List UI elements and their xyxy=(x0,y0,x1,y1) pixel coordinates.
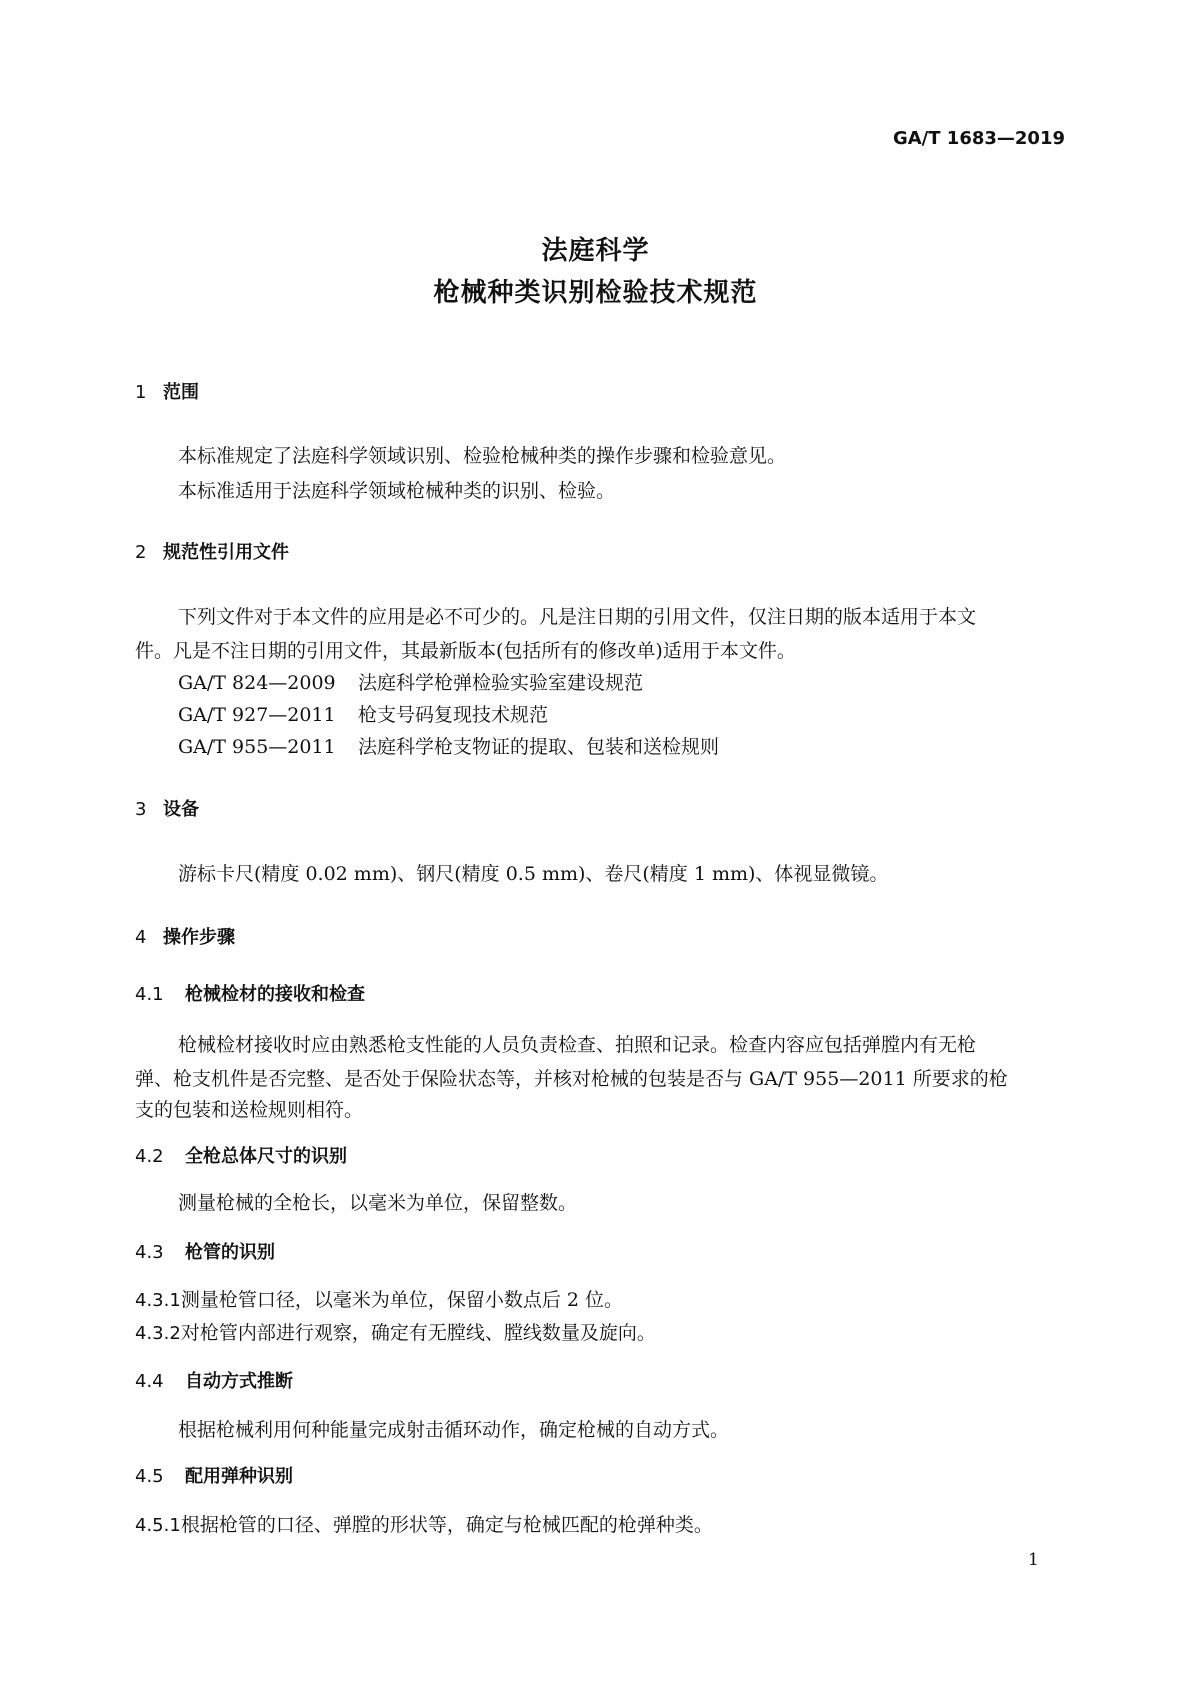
section-title: 规范性引用文件 xyxy=(163,542,289,563)
document-title-line1: 法庭科学 xyxy=(541,236,650,266)
reference-item xyxy=(178,735,719,759)
subsection-heading-4-1 xyxy=(135,983,365,1007)
subsection-heading-4-3 xyxy=(135,1241,275,1265)
section-title: 范围 xyxy=(163,382,199,403)
section-heading-4 xyxy=(135,926,235,950)
section-number: 4.2 xyxy=(135,1146,164,1167)
clause-number: 4.3.1 xyxy=(135,1290,181,1311)
section-title: 配用弹种识别 xyxy=(185,1466,293,1487)
clause-text: 测量枪管口径，以毫米为单位，保留小数点后 2 位。 xyxy=(180,1289,623,1311)
section-title: 枪管的识别 xyxy=(185,1242,275,1263)
section-number: 1 xyxy=(135,382,147,403)
subsection-heading-4-4 xyxy=(135,1370,293,1394)
paragraph: 本标准规定了法庭科学领域识别、检验枪械种类的操作步骤和检验意见。 xyxy=(178,445,787,467)
reference-code: GA/T 955—2011 xyxy=(178,736,336,758)
section-title: 自动方式推断 xyxy=(185,1371,293,1392)
section-heading-2 xyxy=(135,541,289,565)
section-number: 4.1 xyxy=(135,984,164,1005)
section-heading-1 xyxy=(135,381,199,405)
section-title: 设备 xyxy=(163,799,199,820)
paragraph-line: 件。凡是不注日期的引用文件，其最新版本(包括所有的修改单)适用于本文件。 xyxy=(135,640,796,662)
section-title: 枪械检材的接收和检查 xyxy=(185,984,365,1005)
clause-4-3-2 xyxy=(135,1321,656,1346)
clause-number: 4.3.2 xyxy=(135,1323,181,1344)
reference-code: GA/T 824—2009 xyxy=(178,672,336,694)
clause-text: 根据枪管的口径、弹膛的形状等，确定与枪械匹配的枪弹种类。 xyxy=(180,1514,713,1536)
reference-title: 法庭科学枪支物证的提取、包装和送检规则 xyxy=(358,736,720,758)
paragraph: 测量枪械的全枪长，以毫米为单位，保留整数。 xyxy=(178,1192,578,1214)
paragraph-line: 下列文件对于本文件的应用是必不可少的。凡是注日期的引用文件，仅注日期的版本适用于本文 xyxy=(178,606,977,628)
clause-number: 4.5.1 xyxy=(135,1515,181,1536)
paragraph: 根据枪械利用何种能量完成射击循环动作，确定枪械的自动方式。 xyxy=(178,1419,730,1441)
paragraph-line: 弹、枪支机件是否完整、是否处于保险状态等，并核对枪械的包装是否与 GA/T 955—2011 所要求的枪 xyxy=(135,1068,1008,1090)
section-number: 3 xyxy=(135,799,147,820)
paragraph-line: 枪械检材接收时应由熟悉枪支性能的人员负责检查、拍照和记录。检查内容应包括弹膛内有无枪 xyxy=(178,1034,977,1056)
paragraph: 本标准适用于法庭科学领域枪械种类的识别、检验。 xyxy=(178,480,616,502)
clause-4-3-1 xyxy=(135,1288,623,1313)
paragraph-line: 支的包装和送检规则相符。 xyxy=(135,1099,364,1121)
section-heading-3 xyxy=(135,798,199,822)
subsection-heading-4-5 xyxy=(135,1465,293,1489)
clause-4-5-1 xyxy=(135,1513,713,1538)
reference-item xyxy=(178,703,548,727)
reference-item xyxy=(178,671,643,695)
document-code: GA/T 1683—2019 xyxy=(892,128,1065,149)
section-title: 全枪总体尺寸的识别 xyxy=(185,1146,347,1167)
section-number: 4.4 xyxy=(135,1371,164,1392)
reference-title: 枪支号码复现技术规范 xyxy=(358,704,549,726)
subsection-heading-4-2 xyxy=(135,1145,347,1169)
document-title-line2: 枪械种类识别检验技术规范 xyxy=(433,278,758,308)
section-number: 4 xyxy=(135,927,147,948)
section-number: 4.3 xyxy=(135,1242,164,1263)
paragraph: 游标卡尺(精度 0.02 mm)、钢尺(精度 0.5 mm)、卷尺(精度 1 mm)、体视显微镜。 xyxy=(178,863,889,885)
section-number: 2 xyxy=(135,542,147,563)
clause-text: 对枪管内部进行观察，确定有无膛线、膛线数量及旋向。 xyxy=(180,1322,656,1344)
reference-title: 法庭科学枪弹检验实验室建设规范 xyxy=(358,672,644,694)
reference-code: GA/T 927—2011 xyxy=(178,704,336,726)
page-number: 1 xyxy=(1028,1550,1039,1570)
section-number: 4.5 xyxy=(135,1466,164,1487)
section-title: 操作步骤 xyxy=(163,927,235,948)
